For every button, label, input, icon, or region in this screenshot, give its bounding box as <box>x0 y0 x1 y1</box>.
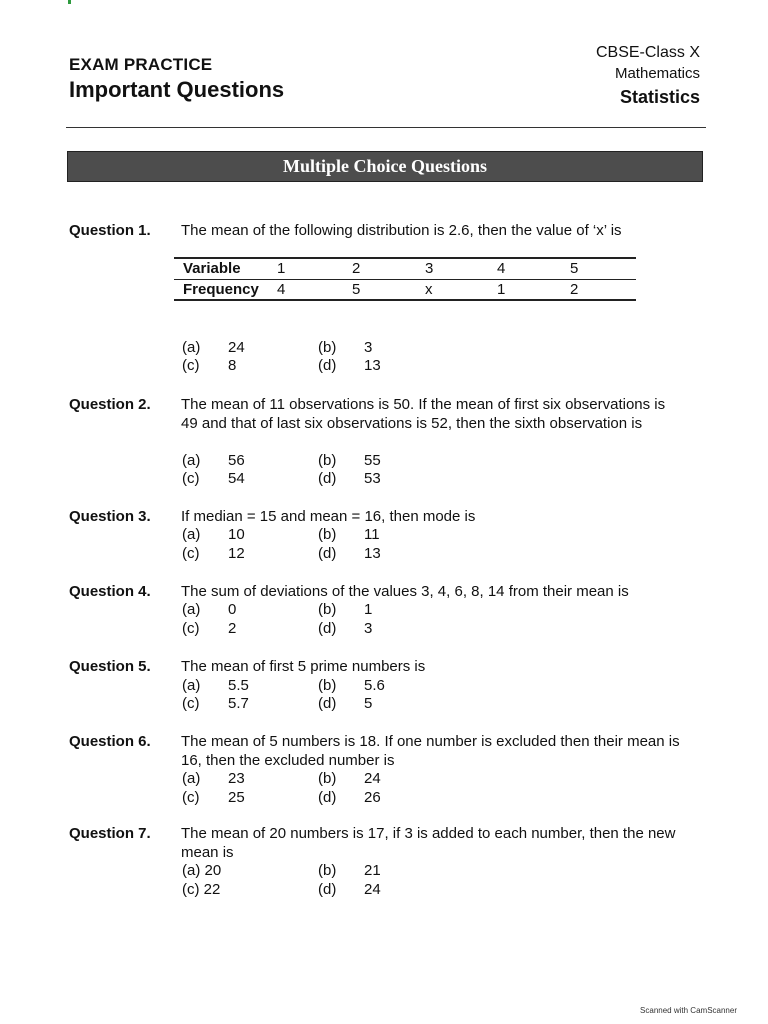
question-5-text: The mean of first 5 prime numbers is <box>181 658 426 675</box>
option-label: (b) <box>318 526 337 543</box>
option-value: 12 <box>228 545 245 562</box>
table-cell: 4 <box>497 260 506 277</box>
option-value: 13 <box>364 357 381 374</box>
header-divider <box>66 127 706 128</box>
scanner-watermark: Scanned with CamScanner <box>640 1006 737 1015</box>
option-value: 5.6 <box>364 677 385 694</box>
option-value: 54 <box>228 470 245 487</box>
table-cell: Variable <box>183 260 241 277</box>
option-label: (a) <box>182 677 201 694</box>
option-value: 24 <box>228 339 245 356</box>
option-value: 11 <box>364 526 380 543</box>
option-label: (c) <box>182 789 200 806</box>
option-label: (a) <box>182 339 201 356</box>
option-value: 1 <box>364 601 373 618</box>
chapter-label: Statistics <box>619 87 700 107</box>
header-right <box>596 42 700 110</box>
option-label: (a) <box>182 452 201 469</box>
option-value: 25 <box>228 789 245 806</box>
option-value: 10 <box>228 526 245 543</box>
question-7-text: The mean of 20 numbers is 17, if 3 is added to each number, then the new mean is <box>181 825 676 861</box>
option-label: (d) <box>318 620 337 637</box>
question-1-label: Question 1. <box>69 222 151 239</box>
option-value: 24 <box>364 770 381 787</box>
option-value: 5 <box>364 695 373 712</box>
table-cell: 1 <box>497 281 506 298</box>
question-4-text: The sum of deviations of the values 3, 4, 6, 8, 14 from their mean is <box>181 583 629 600</box>
table-cell: 2 <box>352 260 361 277</box>
option-value: 56 <box>228 452 245 469</box>
option-label: (b) <box>318 677 337 694</box>
option-label: (d) <box>318 789 337 806</box>
table-cell: 1 <box>277 260 286 277</box>
subject-label: Mathematics <box>614 65 700 82</box>
option-label: (c) <box>182 470 200 487</box>
option-label: (b) <box>318 339 337 356</box>
option-value: 21 <box>364 862 381 879</box>
option-value: 26 <box>364 789 381 806</box>
option-value: 23 <box>228 770 245 787</box>
class-label: CBSE-Class X <box>595 44 700 61</box>
section-banner: Multiple Choice Questions <box>67 151 703 182</box>
question-3-label: Question 3. <box>69 508 151 525</box>
question-7-label: Question 7. <box>69 825 151 842</box>
option-label: (c) <box>182 357 200 374</box>
option-value: 2 <box>228 620 237 637</box>
table-cell: 2 <box>570 281 579 298</box>
option-a-text: (a) 20 <box>182 862 222 879</box>
green-mark <box>68 0 71 4</box>
table-cell: x <box>425 281 433 298</box>
header-left <box>69 54 284 104</box>
option-label: (c) <box>182 545 200 562</box>
option-label: (c) <box>182 620 200 637</box>
important-questions-title: Important Questions <box>69 77 285 102</box>
option-value: 5.5 <box>228 677 249 694</box>
table-cell: 3 <box>425 260 434 277</box>
exam-practice-label: EXAM PRACTICE <box>69 55 213 74</box>
table-cell: 5 <box>352 281 361 298</box>
option-label: (b) <box>318 862 337 879</box>
option-label: (d) <box>318 357 337 374</box>
option-label: (d) <box>318 545 337 562</box>
option-value: 3 <box>364 339 373 356</box>
question-6-text: The mean of 5 numbers is 18. If one number is excluded then their mean is 16, then the excluded number is <box>181 733 680 769</box>
table-cell: 4 <box>277 281 286 298</box>
option-label: (a) <box>182 770 201 787</box>
question-5-label: Question 5. <box>69 658 151 675</box>
option-value: 0 <box>228 601 237 618</box>
table-cell: 5 <box>570 260 579 277</box>
option-value: 5.7 <box>228 695 249 712</box>
option-value: 53 <box>364 470 381 487</box>
distribution-table <box>174 257 636 301</box>
question-2-text: The mean of 11 observations is 50. If the mean of first six observations is 49 and that of last six observations is 52, then the sixth observation is <box>181 396 666 432</box>
option-label: (b) <box>318 601 337 618</box>
option-label: (d) <box>318 470 337 487</box>
option-label: (b) <box>318 770 337 787</box>
question-3-text: If median = 15 and mean = 16, then mode is <box>181 508 476 525</box>
option-value: 55 <box>364 452 381 469</box>
table-row-divider <box>174 279 636 280</box>
option-value: 3 <box>364 620 373 637</box>
option-value: 8 <box>228 357 237 374</box>
question-1-text: The mean of the following distribution is 2.6, then the value of ‘x’ is <box>181 222 622 239</box>
question-6-label: Question 6. <box>69 733 151 750</box>
option-value: 24 <box>364 881 381 898</box>
option-label: (a) <box>182 526 201 543</box>
question-2-label: Question 2. <box>69 396 151 413</box>
question-4-label: Question 4. <box>69 583 151 600</box>
option-label: (d) <box>318 695 337 712</box>
option-c-text: (c) 22 <box>182 881 221 898</box>
option-label: (c) <box>182 695 200 712</box>
option-value: 13 <box>364 545 381 562</box>
option-label: (b) <box>318 452 337 469</box>
option-label: (d) <box>318 881 337 898</box>
option-label: (a) <box>182 601 201 618</box>
table-cell: Frequency <box>183 281 259 298</box>
